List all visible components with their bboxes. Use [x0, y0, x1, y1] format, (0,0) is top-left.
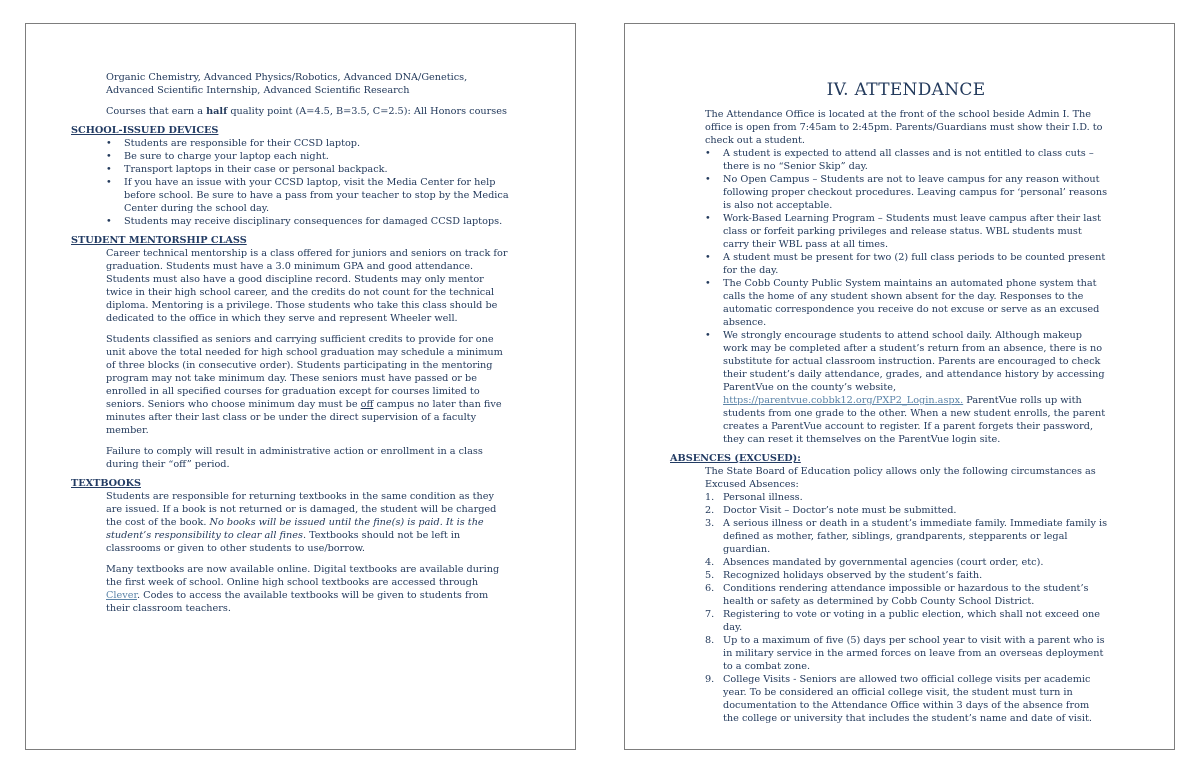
attendance-bullet-item: • A student is expected to attend all classes and is not entitled to class cuts – there is no “Senior Skip” day.	[723, 147, 1108, 173]
textbooks-p1-pre: Students are responsible for returning textbooks in the same condition as they are issued. If a book is not returned or is damaged, the student will be charged the cost of the book.	[106, 491, 497, 528]
mentorship-paragraph-1: Career technical mentorship is a class offered for juniors and seniors on track for graduation. Students must have a 3.0 minimum GPA and good attendance. Students must also have a good discipline record. Students may only mentor twice in their high school career, and the credits do not count for the technical diploma. Mentoring is a privilege. Those students who take this class should be dedicated to the office in which they serve and represent Wheeler well.	[106, 248, 508, 324]
parentvue-link[interactable]: https://parentvue.cobbk12.org/PXP2_Login.aspx.	[723, 395, 964, 406]
mentorship-paragraph-2	[106, 333, 509, 437]
absence-item	[705, 517, 1108, 556]
courses-list-paragraph: Organic Chemistry, Advanced Physics/Robotics, Advanced DNA/Genetics, Advanced Scientific Internship, Advanced Scientific Research	[106, 72, 468, 96]
absence-item-text: Registering to vote or voting in a public election, which shall not exceed one day.	[723, 609, 1101, 633]
absence-item	[705, 556, 1108, 569]
absence-item	[705, 634, 1108, 673]
attendance-bullet-item: • The Cobb County Public System maintains an automated phone system that calls the home of any student shown absent for the day. Responses to the automatic correspondence you receive do not excuse or serve as an excused absence.	[723, 277, 1108, 329]
absences-intro: The State Board of Education policy allows only the following circumstances as Excused Absences:	[705, 466, 1096, 490]
attendance-bullets	[670, 147, 1108, 446]
absence-item	[705, 491, 1108, 504]
devices-heading: SCHOOL-ISSUED DEVICES	[71, 125, 219, 136]
absence-item	[705, 569, 1108, 582]
attendance-bullet-item: • No Open Campus – Students are not to leave campus for any reason without following proper checkout procedures. Leaving campus for ‘personal’ reasons is also not acceptable.	[723, 173, 1108, 212]
mentorship-p2-pre: Students classified as seniors and carrying sufficient credits to provide for one unit above the total needed for high school graduation may schedule a minimum of three blocks (in consecutive order). Students participating in the mentoring program may not take minimum day. These seniors must have passed or be enrolled in all specified courses for graduation except for courses limited to seniors. Seniors who choose minimum day must be	[106, 334, 503, 410]
absences-list	[670, 491, 1108, 725]
absence-item-text: Recognized holidays observed by the student’s faith.	[723, 570, 983, 581]
absence-item-number: 2.	[705, 505, 715, 516]
absence-item-text: Conditions rendering attendance impossible or hazardous to the student’s health or safety as determined by Cobb County School District.	[723, 583, 1089, 607]
devices-list-item: • Students may receive disciplinary consequences for damaged CCSD laptops.	[124, 215, 509, 228]
textbooks-p1-post: . Textbooks should not be left in classrooms or given to other students to use/borrow.	[106, 530, 461, 554]
half-quality-point-paragraph	[106, 105, 509, 118]
absence-item-number: 3.	[705, 518, 715, 529]
page-left	[25, 23, 576, 750]
absence-item	[705, 608, 1108, 634]
absence-item-text: College Visits - Seniors are allowed two official college visits per academic year. To be considered an official college visit, the student must turn in documentation to the Attendance Office within 3 days of the absence from the college or university that includes the student’s name and date of visit.	[723, 674, 1092, 724]
absences-heading: ABSENCES (EXCUSED):	[670, 453, 801, 464]
devices-list-item: • Be sure to charge your laptop each night.	[124, 150, 509, 163]
absence-item	[705, 504, 1108, 517]
parentvue-post-text: ParentVue rolls up with students from one grade to the other. When a new student enrolls, the parent creates a ParentVue account to register. If a parent forgets their password, they can reset it themselves on the ParentVue login site.	[723, 395, 1106, 445]
absence-item-number: 6.	[705, 583, 715, 594]
attendance-bullet-item	[723, 329, 1108, 446]
textbooks-p2-post: . Codes to access the available textbooks will be given to students from their classroom teachers.	[106, 590, 489, 614]
textbooks-paragraph-2	[106, 563, 509, 615]
absence-item-text: Up to a maximum of five (5) days per school year to visit with a parent who is in military service in the armed forces on leave from an overseas deployment to a combat zone.	[723, 635, 1105, 672]
absence-item-number: 4.	[705, 557, 715, 568]
attendance-bullet-item: • A student must be present for two (2) full class periods to be counted present for the day.	[723, 251, 1108, 277]
half-bold-text: half	[206, 106, 228, 117]
attendance-title: IV. ATTENDANCE	[826, 80, 986, 100]
absence-item-number: 5.	[705, 570, 715, 581]
page-right-content	[625, 24, 1174, 725]
absence-item-text: A serious illness or death in a student’s immediate family. Immediate family is defined as mother, father, siblings, grandparents, stepparents or legal guardian.	[723, 518, 1108, 555]
absence-item-text: Absences mandated by governmental agencies (court order, etc).	[723, 557, 1044, 568]
mentorship-heading: STUDENT MENTORSHIP CLASS	[71, 235, 247, 246]
textbooks-p2-pre: Many textbooks are now available online. Digital textbooks are available during the first week of school. Online high school textbooks are accessed through	[106, 564, 500, 588]
devices-list-item: • Transport laptops in their case or personal backpack.	[124, 163, 509, 176]
devices-list-item: • Students are responsible for their CCSD laptop.	[124, 137, 509, 150]
mentorship-p2-post: campus no later than five minutes after their last class or be under the direct supervision of a faculty member.	[106, 399, 502, 436]
half-pre-text: Courses that earn a	[106, 106, 207, 117]
textbooks-heading: TEXTBOOKS	[71, 478, 141, 489]
clever-link[interactable]: Clever	[106, 590, 138, 601]
absence-item	[705, 673, 1108, 725]
absence-item-text: Doctor Visit – Doctor’s note must be submitted.	[723, 505, 957, 516]
mentorship-off-text: off	[360, 399, 374, 410]
attendance-bullet-item: • Work-Based Learning Program – Students must leave campus after their last class or forfeit parking privileges and release status. WBL students must carry their WBL pass at all times.	[723, 212, 1108, 251]
page-right	[624, 23, 1175, 750]
mentorship-paragraph-3: Failure to comply will result in administrative action or enrollment in a class during their “off” period.	[106, 446, 483, 470]
attendance-intro: The Attendance Office is located at the front of the school beside Admin I. The office is open from 7:45am to 2:45pm. Parents/Guardians must show their I.D. to check out a student.	[705, 109, 1103, 146]
textbooks-paragraph-1	[106, 490, 509, 555]
absence-item-text: Personal illness.	[723, 492, 803, 503]
textbooks-fines-italic: No books will be issued until the fine(s) is paid. It is the student’s responsibility to clear all fines	[106, 517, 484, 541]
half-post-text: quality point (A=4.5, B=3.5, C=2.5): All Honors courses	[227, 106, 507, 117]
parentvue-pre-text: We strongly encourage students to attend school daily. Although makeup work may be completed after a student’s return from an absence, there is no substitute for actual classroom instruction. Parents are encouraged to check their student’s daily attendance, grades, and attendance history by accessing ParentVue on the county’s website,	[723, 330, 1105, 393]
absence-item-number: 1.	[705, 492, 715, 503]
page-left-content	[26, 24, 575, 615]
absence-item-number: 7.	[705, 609, 715, 620]
absence-item	[705, 582, 1108, 608]
devices-list-item: • If you have an issue with your CCSD laptop, visit the Media Center for help before school. Be sure to have a pass from your teacher to stop by the Medica Center during the school day.	[124, 176, 509, 215]
devices-list	[71, 137, 509, 228]
absence-item-number: 8.	[705, 635, 715, 646]
absence-item-number: 9.	[705, 674, 715, 685]
